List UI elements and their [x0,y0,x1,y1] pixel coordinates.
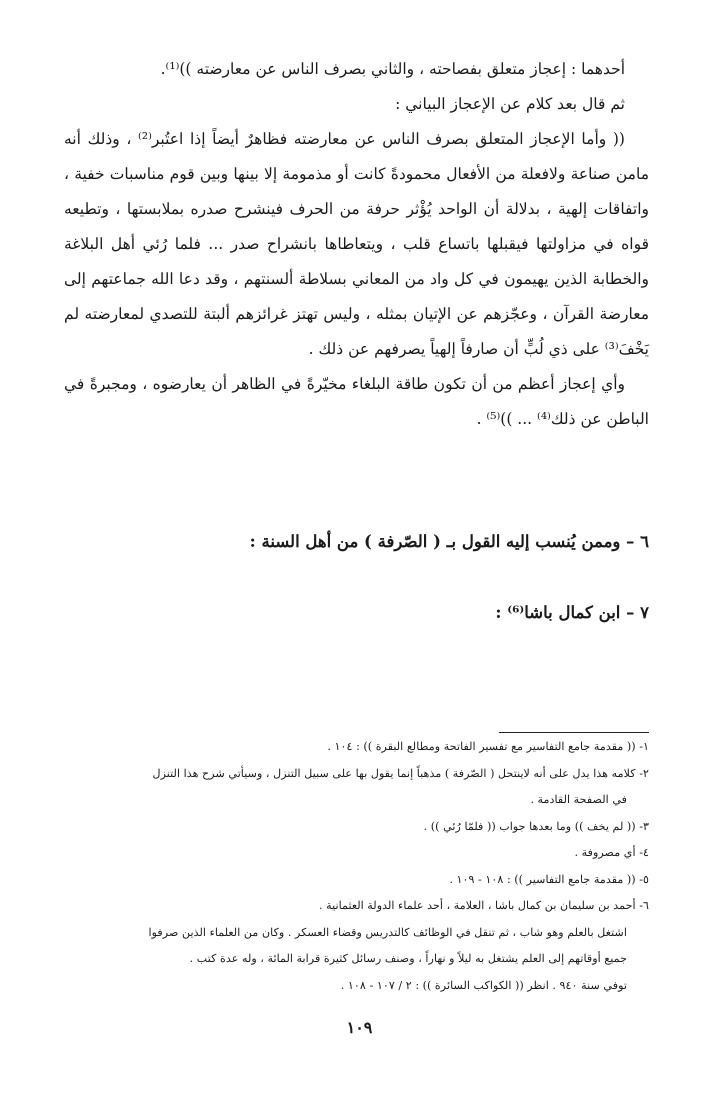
footnote-6-line-3: جميع أوقاتهم إلى العلم يشتغل به ليلاً و نهاراً ، وصنف رسائل كثيرة قرابة المائة ، وله عدة كتب . [189,952,627,965]
footnote-4: ٤- أي مصروفة . [574,846,649,859]
paragraph-4: وأي إعجاز أعظم من أن تكون طاقة البلغاء مخيّرةً في الظاهر أن يعارضوه ، ومجبرةً في الباطن عن ذلك⁽⁴⁾ ... ))⁽⁵⁾ . [64,375,649,428]
footnote-3: ٣- (( لم يخف )) وما بعدها جواب (( فلمّا رُئي )) . [423,819,649,833]
footnote-6-line-4: توفي سنة ٩٤٠ . انظر (( الكواكب السائرة )) : ٢ / ١٠٧ - ١٠٨ . [340,978,627,992]
main-text [64,52,649,437]
footnote-5: ٥- (( مقدمة جامع التفاسير )) : ١٠٨ - ١٠٩ . [449,872,649,886]
paragraph-2: ثم قال بعد كلام عن الإعجاز البياني : [395,95,625,113]
footnote-6: ٦- أحمد بن سليمان بن كمال باشا ، العلامة ، أحد علماء الدولة العثمانية . [318,899,649,912]
footnotes [64,734,649,999]
paragraph-quote: (( وأما الإعجاز المتعلق بصرف الناس عن معارضته فظاهرٌ أيضاً إذا اعتُبر⁽²⁾ ، وذلك أنه مامن صناعة ولافعلة من الأفعال محمودةً كانت أو مذمومة إلا بينها وبين قوم مناسبات خفية ، واتفاقات إلهية ، بدلالة أن الواحد يُؤْثر حرفة من الحرف فينشرح صدره بملابستها ، وتطيعه قواه في مزاولتها فيقبلها باتساع قلب ، ويتعاطاها بانشراح صدر ... فلما رُئي أهل البلاغة والخطابة الذين يهيمون في كل واد من المعاني بسلاطة ألسنتهم ، وقد دعا الله جماعتهم إلى معارضة القرآن ، وعجّزهم عن الإتيان بمثله ، وليس تهتز غرائزهم ألبتة للتصدي لمعارضته لم يَخْفَ⁽³⁾ على ذي لُبٍّ أن صارفاً إلهياً يصرفهم عن ذلك . [64,130,649,358]
footnote-6-line-2: اشتغل بالعلم وهو شاب ، ثم تنقل في الوظائف كالتدريس وقضاء العسكر . وكان من العلماء الذين صرفوا [148,925,627,939]
section-heading-7: ٧ – ابن كمال باشا⁽⁶⁾ : [495,603,649,622]
footnote-divider [499,732,649,733]
footnote-2: ٢- كلامه هذا يدل على أنه لاينتحل ( الصّرفة ) مذهباً إنما يقول بها على سبيل التنزل ، وسيأتي شرح هذا التنزل [152,766,649,780]
section-heading-6: ٦ – وممن يُنسب إليه القول بـ ( الصّرفة ) من أهل السنة : [249,532,649,551]
footnote-1: ١- (( مقدمة جامع التفاسير مع تفسير الفاتحة ومطالع البقرة )) : ١٠٤ . [327,740,649,753]
footnote-2-continued: في الصفحة القادمة . [530,793,627,806]
paragraph-1: أحدهما : إعجاز متعلق بفصاحته ، والثاني بصرف الناس عن معارضته ))⁽¹⁾. [160,60,625,78]
page-number: ١٠٩ [346,1018,373,1037]
